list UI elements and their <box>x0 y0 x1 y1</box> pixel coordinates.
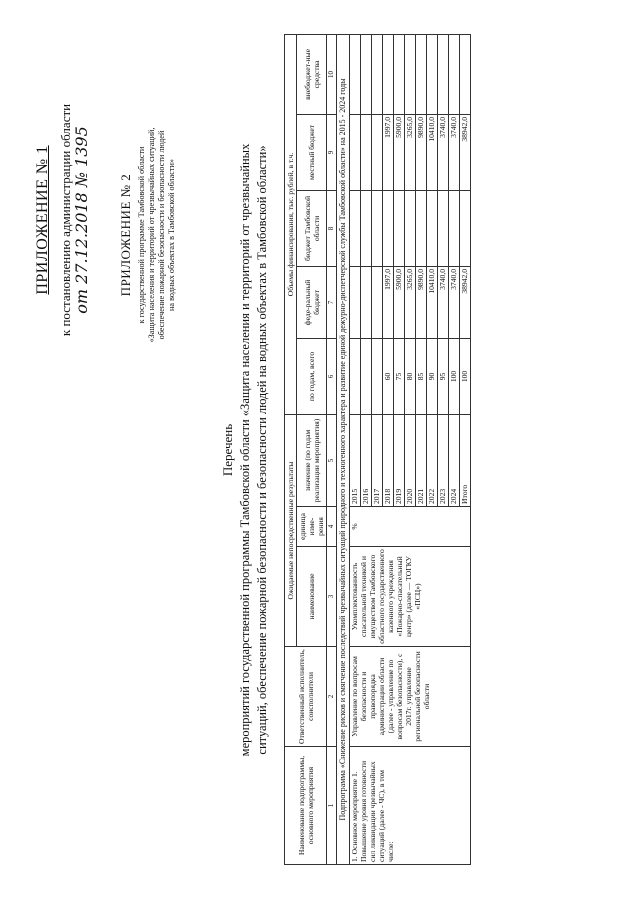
header-regional: бюджет Тамбовской области <box>297 190 327 266</box>
federal-cell <box>460 190 471 266</box>
value-cell: 100 <box>460 338 471 414</box>
col-number: 9 <box>327 114 337 190</box>
value-cell: 100 <box>449 338 460 414</box>
local-cell <box>416 34 427 114</box>
measure-name: 1. Основное мероприятие 1. Повышение уровня готовности сил ликвидации чрезвычайных ситуаций (далее - ЧС), в том числе: <box>350 747 471 865</box>
total-cell: 9890,0 <box>416 266 427 338</box>
local-cell <box>372 34 383 114</box>
regional-cell: 9890,0 <box>416 114 427 190</box>
local-cell <box>394 34 405 114</box>
total-cell <box>361 266 372 338</box>
appendix-2-title: ПРИЛОЖЕНИЕ № 2 <box>118 173 133 297</box>
header-exp-name: наименование <box>297 547 327 647</box>
document-title <box>220 35 270 865</box>
value-cell: 95 <box>438 338 449 414</box>
federal-cell <box>394 190 405 266</box>
regional-cell: 10410,0 <box>427 114 438 190</box>
value-cell: 75 <box>394 338 405 414</box>
value-cell <box>350 338 361 414</box>
regional-cell: 3740,0 <box>438 114 449 190</box>
col-number: 8 <box>327 190 337 266</box>
header-year-total: по годам, всего <box>297 338 327 414</box>
total-cell: 1997,0 <box>383 266 394 338</box>
value-cell <box>372 338 383 414</box>
appendix-1-line: к постановлению администрации области <box>58 103 73 337</box>
subprogram-title: Подпрограмма «Снижение рисков и смягчение последствий чрезвычайных ситуаций природного и техногенного характера и развитие единой дежурно-диспетчерской службы Тамбовской области» на 2015 - 2024 годы <box>337 34 350 864</box>
handwritten-date-number: от 27.12.2018 № 1395 <box>72 126 91 314</box>
total-cell: 3740,0 <box>449 266 460 338</box>
total-cell: 5900,0 <box>394 266 405 338</box>
regional-cell: 3265,0 <box>405 114 416 190</box>
measure-rows <box>350 34 471 864</box>
column-numbers-row <box>327 34 337 864</box>
col-number: 4 <box>327 507 337 547</box>
col-number: 6 <box>327 338 337 414</box>
col-number: 7 <box>327 266 337 338</box>
federal-cell <box>427 190 438 266</box>
measure-executor: Управление по вопросам безопасности и правопорядка администрации области (далее - управление по вопросам безопасности), с 2017г. управление региональной безопасности области <box>350 647 471 747</box>
federal-cell <box>383 190 394 266</box>
total-cell: 3740,0 <box>438 266 449 338</box>
header-federal: феде-ральный бюджет <box>297 266 327 338</box>
regional-cell: 3740,0 <box>449 114 460 190</box>
measure-unit: % <box>350 507 471 547</box>
header-local: местный бюджет <box>297 114 327 190</box>
federal-cell <box>361 190 372 266</box>
total-cell: 3265,0 <box>405 266 416 338</box>
appendix-2-block <box>118 55 177 415</box>
local-cell <box>438 34 449 114</box>
title-line-1: мероприятий государственной программы Тамбовской области «Защита населения и территорий от чрезвычайных <box>238 143 252 757</box>
appendix-2-line: обеспечение пожарной безопасности и безопасности людей <box>157 130 166 340</box>
value-cell: 85 <box>416 338 427 414</box>
regional-cell: 38942,0 <box>460 114 471 190</box>
local-cell <box>405 34 416 114</box>
value-cell <box>361 338 372 414</box>
header-extrabudget: внебюджет-ные средства <box>297 34 327 114</box>
regional-cell <box>350 114 361 190</box>
year-cell: 2019 <box>394 414 405 506</box>
appendix-1-block <box>34 55 91 385</box>
year-cell: 2018 <box>383 414 394 506</box>
year-cell: 2024 <box>449 414 460 506</box>
header-exp-unit: единица изме-рения <box>297 507 327 547</box>
federal-cell <box>350 190 361 266</box>
header-name: Наименование подпрограммы, основного мероприятия <box>285 747 327 865</box>
year-cell: 2021 <box>416 414 427 506</box>
col-number: 1 <box>327 747 337 865</box>
regional-cell <box>372 114 383 190</box>
federal-cell <box>405 190 416 266</box>
total-cell <box>372 266 383 338</box>
value-cell: 60 <box>383 338 394 414</box>
federal-cell <box>372 190 383 266</box>
appendix-1-title: ПРИЛОЖЕНИЕ № 1 <box>34 145 51 295</box>
value-cell: 80 <box>405 338 416 414</box>
regional-cell: 5900,0 <box>394 114 405 190</box>
header-expected: Ожидаемые непосредственные результаты <box>285 414 297 646</box>
header-row-1 <box>285 34 297 864</box>
regional-cell <box>361 114 372 190</box>
rotated-sheet <box>20 25 620 875</box>
year-cell: 2017 <box>372 414 383 506</box>
regional-cell: 1997,0 <box>383 114 394 190</box>
col-number: 10 <box>327 34 337 114</box>
measure-result: Укомплектованность спасательной техникой и имуществом Тамбовского областного государственного казенного учреждения «Пожарно-спасательный центр» (далее — ТОГКУ «ПСЦ») <box>350 547 471 647</box>
col-number: 3 <box>327 547 337 647</box>
subprogram-row <box>337 34 350 864</box>
local-cell <box>449 34 460 114</box>
title-line-2: ситуаций, обеспечение пожарной безопасности и безопасности людей на водных объектах в Тамбовской области» <box>255 145 269 755</box>
year-cell: 2016 <box>361 414 372 506</box>
col-number: 2 <box>327 647 337 747</box>
year-cell: 2022 <box>427 414 438 506</box>
table-row <box>350 34 361 864</box>
local-cell <box>350 34 361 114</box>
federal-cell <box>416 190 427 266</box>
appendix-2-text <box>137 55 177 415</box>
appendix-2-line: на водных объектах в Тамбовской области» <box>167 159 176 311</box>
year-cell: 2015 <box>350 414 361 506</box>
appendix-2-line: к государственной программе Тамбовской области <box>137 146 146 324</box>
year-cell: Итого <box>460 414 471 506</box>
measures-table <box>284 34 471 865</box>
header-funding: Объемы финансирования, тыс. рублей, в т.ч. <box>285 34 297 414</box>
year-cell: 2020 <box>405 414 416 506</box>
federal-cell <box>438 190 449 266</box>
header-executor: Ответственный исполнитель, соисполнители <box>285 647 327 747</box>
header-exp-value: значение (по годам реализации мероприятия) <box>297 414 327 506</box>
year-cell: 2023 <box>438 414 449 506</box>
local-cell <box>460 34 471 114</box>
appendix-2-line: «Защита населения и территорий от чрезвычайных ситуаций, <box>147 127 156 343</box>
title-word: Перечень <box>220 423 235 477</box>
total-cell <box>350 266 361 338</box>
local-cell <box>361 34 372 114</box>
local-cell <box>427 34 438 114</box>
federal-cell <box>449 190 460 266</box>
value-cell: 90 <box>427 338 438 414</box>
col-number: 5 <box>327 414 337 506</box>
total-cell: 38942,0 <box>460 266 471 338</box>
local-cell <box>383 34 394 114</box>
total-cell: 10410,0 <box>427 266 438 338</box>
